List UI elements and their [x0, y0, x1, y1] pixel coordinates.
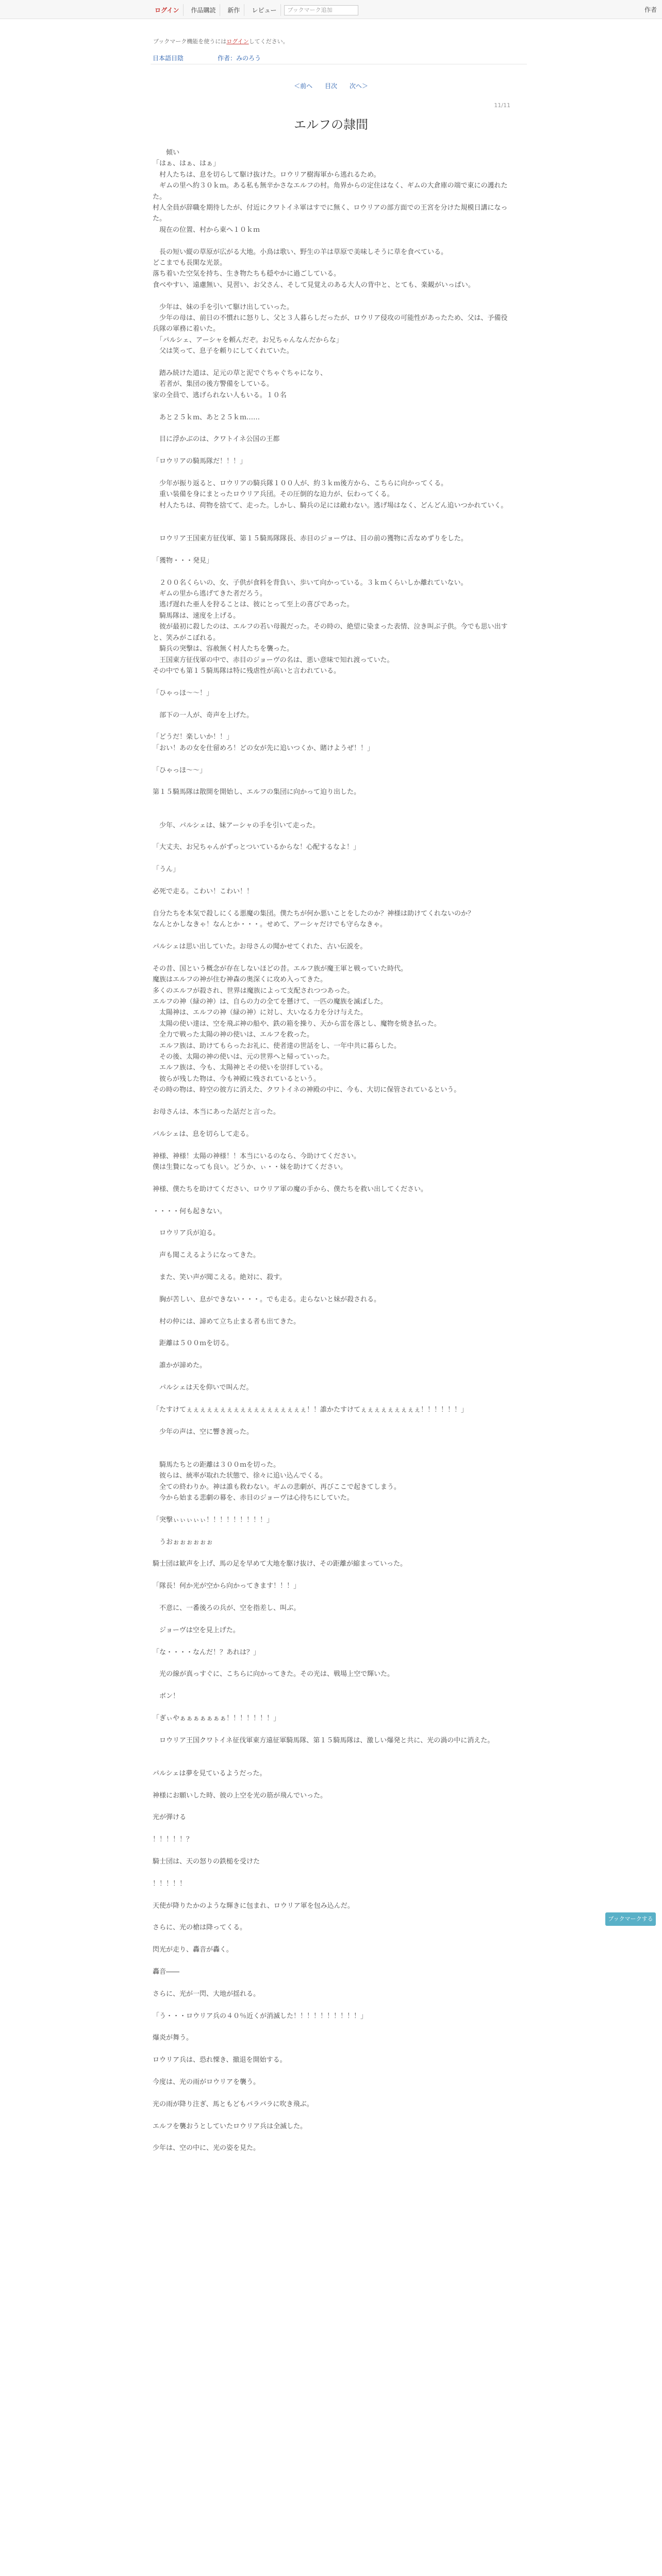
blank-line	[153, 1437, 514, 1448]
body-paragraph: ロウリア王国クワトイネ征伐軍東方遠征軍騎馬隊、第１５騎馬隊は、激しい爆発と共に、光の渦の中に消えた。	[153, 1736, 494, 1744]
blank-line	[153, 1702, 514, 1713]
body-paragraph: 「う・・・ロウリア兵の４０％近くが消滅した！！！！！！！！！！」	[153, 2012, 368, 2020]
body-paragraph: 村人たちは、息を切らして駆け抜けた。ロウリア樹海軍から逃れるため。	[153, 171, 380, 179]
body-paragraph: 彼らが残した物は、今も神殿に残されているという。	[153, 1075, 321, 1083]
body-paragraph: パルシェは思い出していた。お母さんの聞かせてくれた、古い伝説を。	[153, 942, 367, 951]
body-paragraph: 「ひゃっほ～～」	[153, 766, 207, 774]
blank-line	[153, 930, 514, 941]
blank-line	[153, 1867, 514, 1878]
body-paragraph: 目に浮かぶのは、クワトイネ公国の王都	[153, 435, 280, 444]
body-paragraph: 神様、僕たちを助けてください、ロウリア軍の魔の手から、僕たちを救い出してください。	[153, 1185, 428, 1193]
blank-line	[153, 1779, 514, 1790]
next-link[interactable]: 次へ＞	[349, 82, 368, 90]
body-paragraph: 今度は、光の雨がロウリアを襲う。	[153, 2078, 260, 2087]
toc-link[interactable]: 目次	[324, 82, 337, 90]
body-paragraph: ジョーヴは空を見上げた。	[153, 1626, 240, 1634]
body-paragraph: うおぉぉぉぉぉぉ	[153, 1538, 213, 1546]
body-paragraph: 父は笑って、息子を頼りにしてくれていた。	[153, 347, 293, 355]
blank-line	[153, 291, 514, 301]
nav-item-review[interactable]: レビュー	[247, 4, 281, 16]
page-count: 11/11	[494, 102, 510, 109]
search-input[interactable]: ブックマーク追加	[284, 5, 358, 15]
body-paragraph: 閃光が走り、轟音が轟く。	[153, 1946, 233, 1954]
login-button[interactable]: ログイン	[151, 4, 184, 16]
notice-login-link[interactable]: ログイン	[226, 38, 249, 45]
body-paragraph: 「隊長！何か光が空から向かってきます！！！」	[153, 1582, 301, 1590]
blank-line	[153, 699, 514, 709]
blank-line	[153, 809, 514, 820]
body-paragraph: 魔族はエルフの神が住む神森の奥深くに攻め入ってきた。	[153, 976, 327, 984]
body-paragraph: 家の全員で、逃げられない人もいる。１０名	[153, 391, 287, 399]
body-paragraph: その後、太陽の神の使いは、元の世界へと帰っていった。	[153, 1053, 334, 1061]
body-paragraph: ・・・・何も起きない。	[153, 1207, 227, 1215]
body-paragraph: 全ての終わりか。神は誰も救わない。ギムの悲劇が、再びここで起きてしまう。	[153, 1483, 401, 1491]
blank-line	[153, 1503, 514, 1514]
blank-line	[153, 1680, 514, 1691]
blank-line	[153, 2022, 514, 2032]
blank-line	[153, 423, 514, 434]
blank-line	[153, 544, 514, 555]
blank-line	[153, 445, 514, 456]
work-meta-bar	[151, 52, 527, 64]
chapter-body	[153, 147, 514, 2154]
body-paragraph: 「獲物・・・発見」	[153, 556, 213, 565]
blank-line	[153, 952, 514, 963]
chapter-title: エルフの隷間	[294, 117, 368, 132]
body-paragraph: 王国東方征伐軍の中で、赤目のジョーヴの名は、悪い意味で知れ渡っていた。	[153, 656, 394, 664]
body-paragraph: 現在の位置、村から東へ１０ｋｍ	[153, 226, 260, 234]
body-paragraph: 「ひゃっほ～～！」	[153, 689, 213, 697]
blank-line	[153, 467, 514, 478]
blank-line	[153, 1977, 514, 1988]
body-paragraph: エルフの神（緑の神）は、自らの力の全てを懸けて、一匹の魔族を滅ぼした。	[153, 997, 387, 1006]
body-paragraph: 「うん」	[153, 866, 180, 874]
body-paragraph: 神様にお願いした時、彼の上空を光の筋が飛んでいった。	[153, 1791, 327, 1800]
blank-line	[153, 1911, 514, 1922]
body-paragraph: エルフ族は、今も、太陽神とその使いを崇拝している。	[153, 1064, 327, 1072]
top-navigation-bar	[0, 0, 662, 19]
body-paragraph: あと２５ｋｍ、あと２５ｋｍ……	[153, 413, 260, 421]
blank-line	[153, 511, 514, 522]
blank-line	[153, 1548, 514, 1558]
body-paragraph: ボン！	[153, 1692, 180, 1701]
blank-line	[153, 1636, 514, 1647]
body-paragraph: 重い装備を身にまとったロウリア兵団。その圧倒的な迫力が、伝わってくる。	[153, 490, 394, 499]
body-paragraph: 僕は生贄になっても良い。どうか、ぃ・・妹を助けてください。	[153, 1163, 347, 1171]
body-paragraph: 「たすけてぇぇぇぇぇぇぇぇぇぇぇぇぇぇぇぇぇぇ！！誰かたすけてぇぇぇぇぇぇぇぇぇ！！！！！！」	[153, 1405, 468, 1414]
body-paragraph: 「ロウリアの騎馬隊だ！！！」	[153, 457, 247, 466]
blank-line	[153, 1327, 514, 1338]
blank-line	[153, 1217, 514, 1228]
body-paragraph: 今から始まる悲劇の幕を、赤目のジョーヴは心待ちにしていた。	[153, 1494, 354, 1502]
blank-line	[153, 721, 514, 732]
body-paragraph: 部下の一人が、奇声を上げた。	[153, 711, 254, 719]
body-paragraph: 踏み続けた道は、足元の草と泥でぐちゃぐちゃになり、	[153, 369, 327, 378]
body-paragraph: 逃げ遅れた亜人を狩ることは、彼にとって至上の喜びであった。	[153, 601, 354, 609]
body-paragraph: 村人全員が辞職を期待したが、付近にクワトイネ軍はすでに無く、ロウリアの部方面での王宮を分けた規模日講になった。	[153, 204, 508, 223]
blank-line	[153, 2132, 514, 2143]
body-paragraph: ！！！！！？	[153, 1836, 193, 1844]
body-paragraph: なんとかしなきゃ！なんとか・・・。せめて、アーシャだけでも守らなきゃ。	[153, 921, 387, 929]
body-paragraph: 「はぁ、はぁ、はぁ」	[153, 160, 220, 168]
body-paragraph: さらに、光が一閃、大地が揺れる。	[153, 1990, 260, 1998]
body-paragraph: 少年の声は、空に響き渡った。	[153, 1428, 254, 1436]
blank-line	[153, 1261, 514, 1272]
body-paragraph: ロウリア王国東方征伐軍、第１５騎馬隊隊長、赤目のジョーヴは、目の前の獲物に舌なめずりをした。	[153, 535, 468, 543]
blank-line	[153, 2044, 514, 2055]
blank-line	[153, 754, 514, 765]
body-paragraph: 若者が、集団の後方警備をしている。	[153, 380, 274, 388]
blank-line	[153, 1934, 514, 1944]
blank-line	[153, 2088, 514, 2098]
blank-line	[153, 831, 514, 842]
blank-line	[153, 1239, 514, 1250]
blank-line	[153, 1305, 514, 1316]
body-paragraph: パルシェは天を仰いで叫んだ。	[153, 1383, 253, 1392]
body-paragraph: 騎士団は、天の怒りの鉄槌を受けた	[153, 1858, 260, 1866]
blank-line	[153, 1096, 514, 1107]
blank-line	[153, 1349, 514, 1360]
blank-line	[153, 1570, 514, 1581]
blank-line	[153, 1614, 514, 1624]
nav-item-browse[interactable]: 作品購読	[187, 4, 220, 16]
body-paragraph: 必死で走る。こわい！こわい！！	[153, 887, 254, 895]
body-paragraph: 村の仲には、諦めて立ち止まる者も出てきた。	[153, 1317, 301, 1326]
body-paragraph: パルシェは、息を切らして走る。	[153, 1130, 253, 1138]
body-paragraph: 騎馬たちとの距離は３００ｍを切った。	[153, 1461, 280, 1469]
body-paragraph: どこまでも長閑な光景。	[153, 259, 227, 267]
author-link[interactable]: 作者：みのろう	[218, 55, 261, 62]
body-paragraph: 神様、神様！太陽の神様！！本当にいるのなら、今助けてください。	[153, 1152, 361, 1160]
body-paragraph: ！！！！！	[153, 1879, 187, 1888]
blank-line	[153, 1173, 514, 1183]
body-paragraph: 「大丈夫、お兄ちゃんがずっとついているからな！心配するなよ！」	[153, 843, 360, 852]
body-paragraph: お母さんは、本当にあった話だと言った。	[153, 1108, 280, 1116]
bookmark-side-button[interactable]: ブックマークする	[605, 1912, 656, 1926]
top-nav-left	[151, 4, 358, 16]
body-paragraph: 彼らは、統率が取れた状態で、徐々に追い込んでくる。	[153, 1472, 327, 1480]
body-paragraph: 少年は、空の中に、光の姿を見た。	[153, 2144, 260, 2153]
body-paragraph: 不意に、一番後ろの兵が、空を指差し、叫ぶ。	[153, 1604, 301, 1612]
body-paragraph: 少年は、妹の手を引いて駆け出していった。	[153, 303, 294, 311]
author-menu[interactable]: 作者	[644, 6, 657, 13]
blank-line	[153, 875, 514, 886]
body-paragraph: 「な・・・・なんだ！？あれは？」	[153, 1648, 260, 1656]
body-paragraph: 光が弾ける	[153, 1814, 187, 1822]
blank-line	[153, 2110, 514, 2121]
body-paragraph: ロウリア兵が迫る。	[153, 1229, 220, 1238]
body-paragraph: ロウリア兵は、恐れ慄き、撤退を開始する。	[153, 2056, 287, 2064]
blank-line	[153, 676, 514, 687]
body-paragraph: 少年の母は、前日の不慣れに怒りし、父と３人暮らしだったが、ロウリア侵攻の可能性があったため、父は、予備役兵隊の軍務に着いた。	[153, 314, 508, 333]
body-paragraph: 誰かが諦めた。	[153, 1362, 207, 1370]
body-paragraph: 騎兵の突撃は、容赦無く村人たちを襲った。	[153, 645, 294, 653]
body-paragraph: 自分たちを本気で殺しにくる悪魔の集団。僕たちが何か悪いことをしたのか？神様は助けてくれないのか？	[153, 909, 475, 918]
series-link[interactable]: 日本語日陰	[153, 55, 184, 62]
notice-prefix: ブックマーク機能を使うには	[153, 38, 227, 45]
blank-line	[153, 1823, 514, 1834]
body-paragraph: 長の短い縦の草原が広がる大地。小鳥は歌い、野生の羊は草原で美味しそうに草を食べている。	[153, 248, 448, 256]
body-paragraph: 太陽の使い達は、空を飛ぶ神の船や、鉄の箱を操り、天から雷を落とし、魔物を焼き払った。	[153, 1020, 441, 1028]
blank-line	[153, 1845, 514, 1856]
blank-line	[153, 776, 514, 787]
body-paragraph: 光の線が真っすぐに、こちらに向かってきた。その光は、戦場上空で輝いた。	[153, 1670, 394, 1679]
body-paragraph: 彼が最初に殺したのは、エルフの若い母親だった。その時の、絶望に染まった表情、泣き叫ぶ子供。今でも思い出すと、笑みがこぼれる。	[153, 623, 508, 642]
body-paragraph: 騎士団は歓声を上げ、馬の足を早めて大地を駆け抜け、その距離が縮まっていった。	[153, 1560, 407, 1568]
blank-line	[153, 1889, 514, 1900]
blank-line	[153, 1415, 514, 1426]
body-paragraph: 胸が苦しい、息ができない・・・。でも走る。走らないと妹が殺される。	[153, 1295, 381, 1303]
body-paragraph: また、笑い声が聞こえる。絶対に、殺す。	[153, 1273, 286, 1281]
blank-line	[153, 357, 514, 368]
body-paragraph: 「どうだ！楽しいか！！」	[153, 733, 234, 741]
body-paragraph: パルシェは夢を見ているようだった。	[153, 1769, 267, 1777]
blank-line	[153, 1448, 514, 1459]
body-paragraph: 食べやすい、遠慮無い、見習い、お父さん、そして見覚えのある大人の背中と、とても、楽観がいっぱい。	[153, 281, 475, 289]
body-paragraph: 轟音――	[153, 1968, 180, 1976]
body-paragraph: 爆炎が舞う。	[153, 2034, 193, 2042]
blank-line	[153, 1283, 514, 1294]
body-paragraph: 「ぎぃやぁぁぁぁぁぁぁ！！！！！！！」	[153, 1714, 280, 1722]
body-paragraph: 「パルシェ、アーシャを頼んだぞ。お兄ちゃんなんだからな」	[153, 336, 343, 344]
blank-line	[153, 2066, 514, 2077]
blank-line	[153, 1956, 514, 1967]
body-paragraph: その昔、国という概念が存在しないほどの昔。エルフ族が魔王軍と戦っていた時代。	[153, 964, 408, 973]
blank-line	[153, 853, 514, 864]
body-paragraph: 多くのエルフが殺され、世界は魔族によって支配されつつあった。	[153, 987, 354, 995]
body-paragraph: エルフ族は、助けてもらったお礼に、使者達の世話をし、一年中共に暮らした。	[153, 1042, 401, 1050]
blank-line	[153, 1757, 514, 1768]
body-paragraph: エルフを襲おうとしていたロウリア兵は全滅した。	[153, 2122, 307, 2130]
blank-line	[153, 1140, 514, 1150]
blank-line	[153, 401, 514, 412]
body-paragraph: 第１５騎馬隊は散開を開始し、エルフの集団に向かって迫り出した。	[153, 788, 361, 796]
prev-link[interactable]: ＜前へ	[294, 82, 313, 90]
blank-line	[153, 1393, 514, 1404]
body-paragraph: 「突撃ぃぃぃぃぃ！！！！！！！！！」	[153, 1516, 274, 1524]
body-paragraph: その時の物は、時空の彼方に消えた、クワトイネの神殿の中に、今も、大切に保管されているという。	[153, 1086, 461, 1094]
nav-item-new[interactable]: 新作	[223, 4, 244, 16]
blank-line	[153, 1117, 514, 1128]
body-paragraph: 「おい！あの女を仕留めろ！どの女が先に追いつくか、賭けようぜ！！」	[153, 744, 374, 752]
blank-line	[153, 798, 514, 809]
blank-line	[153, 522, 514, 533]
blank-line	[153, 1592, 514, 1603]
body-paragraph: その中でも第１５騎馬隊は特に残虐性が高いと言われている。	[153, 667, 341, 675]
notice-suffix: してください。	[249, 38, 289, 45]
blank-line	[153, 1371, 514, 1382]
blank-line	[153, 566, 514, 577]
chapter-pager	[0, 81, 662, 90]
blank-line	[153, 235, 514, 246]
body-paragraph: 太陽神は、エルフの神（緑の神）に対し、大いなる力を分け与えた。	[153, 1009, 368, 1017]
body-paragraph: さらに、光の槍は降ってくる。	[153, 1924, 247, 1932]
login-notice	[153, 37, 289, 45]
body-paragraph: 騎馬隊は、速度を上げる。	[153, 612, 240, 620]
body-paragraph: ギムの里へ約３０ｋｍ。ある私も無辛かさなエルフの村。角界からの定住はなく、ギムの大倉庫の端で東にの護れたた。	[153, 182, 508, 201]
body-paragraph: 少年、パルシェは、妹アーシャの手を引いて走った。	[153, 821, 320, 829]
body-paragraph: ２００名くらいの、女、子供が食料を背負い、歩いて向かっている。３ｋｍくらいしか離れていない。	[153, 579, 468, 587]
body-paragraph: 村人たちは、荷物を捨てて、走った。しかし、騎兵の足には敵わない。逃げ場はなく、どんどん追いつかれていく。	[153, 501, 508, 510]
body-paragraph: 声も聞こえるようになってきた。	[153, 1251, 260, 1260]
blank-line	[153, 1195, 514, 1206]
body-paragraph: 距離は５００ｍを切る。	[153, 1340, 234, 1348]
blank-line	[153, 1801, 514, 1812]
body-paragraph: 落ち着いた空気を持ち、生き物たちも穏やかに過ごしている。	[153, 270, 341, 278]
body-paragraph: 傾い	[153, 149, 180, 157]
body-paragraph: 光の雨が降り注ぎ、馬ともどもバラバラに吹き飛ぶ。	[153, 2100, 313, 2108]
body-paragraph: 少年が振り返ると、ロウリアの騎兵隊１００人が、約３ｋｍ後方から、こちらに向かってくる。	[153, 480, 448, 488]
blank-line	[153, 897, 514, 908]
blank-line	[153, 1658, 514, 1669]
body-paragraph: 天使が降りたかのような輝きに包まれ、ロウリア軍を包み込んだ。	[153, 1902, 354, 1910]
blank-line	[153, 1724, 514, 1735]
blank-line	[153, 1526, 514, 1536]
blank-line	[153, 1746, 514, 1757]
body-paragraph: ギムの里から逃げてきた者だろう。	[153, 590, 267, 598]
body-paragraph: 全力で戦った太陽の神の使いは、エルフを救った。	[153, 1031, 314, 1039]
blank-line	[153, 1999, 514, 2010]
